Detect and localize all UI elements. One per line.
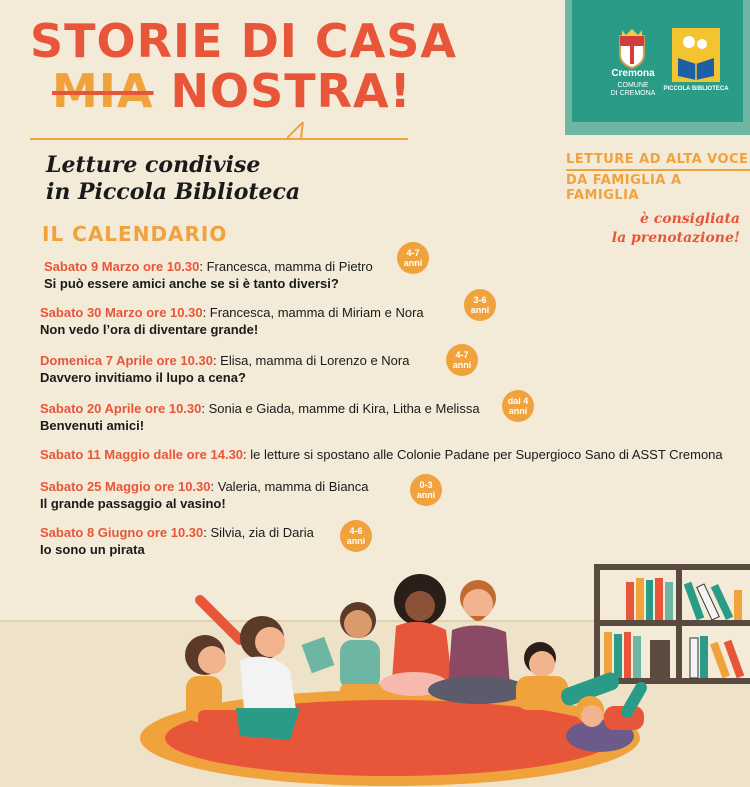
event-reader: : Francesca, mamma di Pietro <box>199 259 373 274</box>
age-badge <box>464 289 496 321</box>
event-item <box>40 400 480 434</box>
age-unit: anni <box>416 490 436 500</box>
poster-title <box>30 16 457 116</box>
title-nostra: NOSTRA! <box>153 64 412 118</box>
bookshelf-icon <box>594 564 750 684</box>
event-item <box>40 524 314 558</box>
age-range: 4-7 <box>455 350 469 360</box>
event-item <box>40 352 409 386</box>
event-book: Non vedo l’ora di diventare grande! <box>40 322 259 337</box>
event-book: Benvenuti amici! <box>40 418 145 433</box>
event-date: Sabato 9 Marzo ore 10.30 <box>44 259 200 274</box>
age-badge <box>410 474 442 506</box>
woman-pink-figure <box>380 574 452 696</box>
age-range: 4-6 <box>349 526 363 536</box>
event-date: Sabato 25 Maggio ore 10.30 <box>40 479 211 494</box>
event-date: Sabato 30 Marzo ore 10.30 <box>40 305 203 320</box>
event-date: Sabato 8 Giugno ore 10.30 <box>40 525 204 540</box>
event-item <box>40 304 424 338</box>
age-range: 3-6 <box>473 295 487 305</box>
event-reader: : Francesca, mamma di Miriam e Nora <box>202 305 424 320</box>
title-line2 <box>52 66 457 116</box>
event-item <box>40 446 723 463</box>
event-reader: : Elisa, mamma di Lorenzo e Nora <box>212 353 410 368</box>
cremona-crest-icon <box>614 28 650 70</box>
age-badge <box>446 344 478 376</box>
library-label: PICCOLA BIBLIOTECA <box>663 86 729 92</box>
family-reading-illustration <box>0 560 750 787</box>
booking-note-line1: è consigliata <box>639 211 740 227</box>
letture-line1: LETTURE AD ALTA VOCE <box>566 150 750 171</box>
title-struck-word: MIA <box>52 64 154 118</box>
event-book: Si può essere amici anche se si è tanto diversi? <box>44 276 339 291</box>
subtitle <box>46 152 300 206</box>
event-reader: : Sonia e Giada, mamme di Kira, Litha e Melissa <box>201 401 480 416</box>
subtitle-line2: in Piccola Biblioteca <box>46 179 301 205</box>
booking-note <box>612 210 740 248</box>
comune-line2: DI CREMONA <box>610 90 656 97</box>
booking-note-line2: la prenotazione! <box>611 230 740 246</box>
comune-line1: COMUNE <box>617 82 649 89</box>
comune-label <box>600 82 666 98</box>
boy-with-book-figure <box>302 602 386 698</box>
age-range: dai 4 <box>507 396 529 406</box>
event-item <box>44 258 373 292</box>
event-book: Il grande passaggio al vasino! <box>40 496 226 511</box>
piccola-biblioteca-logo-icon <box>672 28 720 82</box>
age-unit: anni <box>508 406 528 416</box>
age-badge <box>397 242 429 274</box>
age-badge <box>340 520 372 552</box>
event-reader: : le letture si spostano alle Colonie Padane per Supergioco Sano di ASST Cremona <box>243 447 723 462</box>
letture-line2: DA FAMIGLIA A FAMIGLIA <box>566 173 682 203</box>
age-unit: anni <box>470 305 490 315</box>
event-date: Domenica 7 Aprile ore 10.30 <box>40 353 213 368</box>
subtitle-line1: Letture condivise <box>46 152 261 178</box>
event-item <box>40 478 369 512</box>
age-unit: anni <box>346 536 366 546</box>
event-reader: : Valeria, mamma di Bianca <box>210 479 369 494</box>
event-date: Sabato 11 Maggio dalle ore 14.30 <box>40 447 244 462</box>
age-unit: anni <box>403 258 423 268</box>
speech-bubble-tail <box>287 122 317 152</box>
calendar-heading: IL CALENDARIO <box>42 222 228 246</box>
event-book: Io sono un pirata <box>40 542 145 557</box>
speech-bubble-line <box>30 138 408 140</box>
event-reader: : Silvia, zia di Daria <box>203 525 314 540</box>
city-name: Cremona <box>611 68 655 79</box>
age-range: 0-3 <box>419 480 433 490</box>
age-badge <box>502 390 534 422</box>
title-line1: STORIE DI CASA <box>30 14 457 68</box>
event-date: Sabato 20 Aprile ore 10.30 <box>40 401 202 416</box>
event-book: Davvero invitiamo il lupo a cena? <box>40 370 246 385</box>
letture-alta-voce <box>566 150 750 205</box>
age-range: 4-7 <box>406 248 420 258</box>
age-unit: anni <box>452 360 472 370</box>
